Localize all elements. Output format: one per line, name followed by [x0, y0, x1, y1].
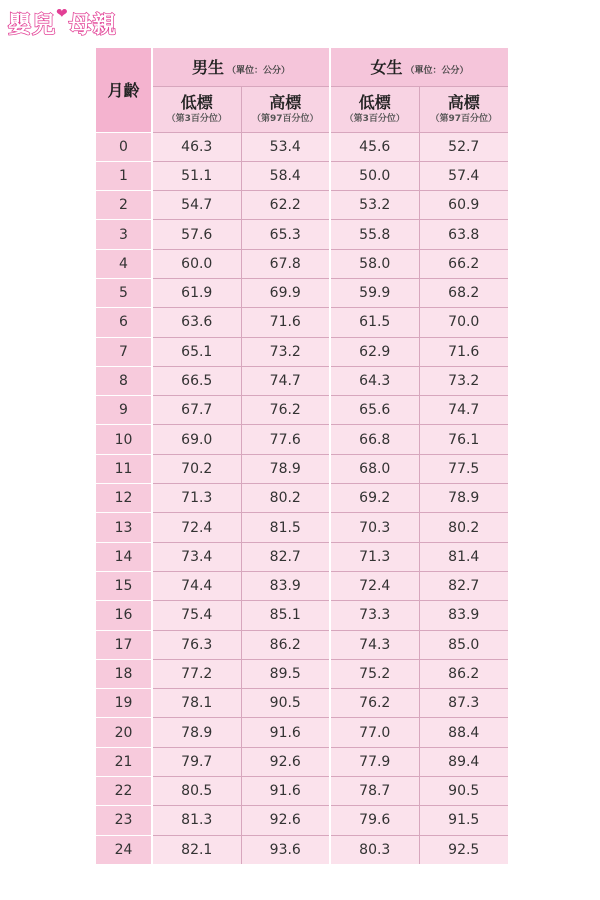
girl-high-cell: 78.9 — [419, 484, 508, 513]
table-row — [96, 630, 508, 659]
girl-high-cell: 76.1 — [419, 425, 508, 454]
girl-high-cell: 85.0 — [419, 630, 508, 659]
boy-low-cell: 60.0 — [152, 249, 241, 278]
girl-high-cell: 68.2 — [419, 278, 508, 307]
boy-low-cell: 57.6 — [152, 220, 241, 249]
table-row — [96, 454, 508, 483]
boys-high-header — [241, 86, 330, 132]
age-cell: 15 — [96, 571, 152, 600]
high-percentile: （第97百分位） — [251, 114, 319, 124]
boy-low-cell: 73.4 — [152, 542, 241, 571]
boy-low-cell: 71.3 — [152, 484, 241, 513]
girl-low-cell: 78.7 — [330, 777, 419, 806]
age-cell: 18 — [96, 659, 152, 688]
table-row — [96, 425, 508, 454]
girl-high-cell: 90.5 — [419, 777, 508, 806]
boys-unit: （單位：公分） — [227, 66, 291, 77]
girl-high-cell: 91.5 — [419, 806, 508, 835]
age-cell: 9 — [96, 396, 152, 425]
girl-low-cell: 59.9 — [330, 278, 419, 307]
girl-high-cell: 80.2 — [419, 513, 508, 542]
girl-low-cell: 66.8 — [330, 425, 419, 454]
girls-unit: （單位：公分） — [405, 66, 469, 77]
girl-high-cell: 70.0 — [419, 308, 508, 337]
girl-low-cell: 53.2 — [330, 191, 419, 220]
boys-label: 男生 — [191, 58, 224, 78]
girl-high-cell: 83.9 — [419, 601, 508, 630]
girl-low-cell: 61.5 — [330, 308, 419, 337]
table-row — [96, 337, 508, 366]
age-cell: 11 — [96, 454, 152, 483]
girl-high-cell: 86.2 — [419, 659, 508, 688]
boy-low-cell: 69.0 — [152, 425, 241, 454]
table-row — [96, 513, 508, 542]
boy-low-cell: 78.9 — [152, 718, 241, 747]
table-row — [96, 132, 508, 161]
girl-high-cell: 88.4 — [419, 718, 508, 747]
girls-group-header — [330, 48, 508, 86]
age-cell: 8 — [96, 366, 152, 395]
boy-low-cell: 81.3 — [152, 806, 241, 835]
table-row — [96, 835, 508, 864]
boy-high-cell: 71.6 — [241, 308, 330, 337]
boy-high-cell: 86.2 — [241, 630, 330, 659]
age-cell: 16 — [96, 601, 152, 630]
girl-low-cell: 70.3 — [330, 513, 419, 542]
age-cell: 2 — [96, 191, 152, 220]
logo-text-tail: 母親 — [68, 12, 117, 38]
boy-high-cell: 53.4 — [241, 132, 330, 161]
brand-logo — [8, 6, 117, 38]
boy-low-cell: 61.9 — [152, 278, 241, 307]
girl-high-cell: 74.7 — [419, 396, 508, 425]
age-cell: 10 — [96, 425, 152, 454]
table-row — [96, 659, 508, 688]
age-header: 月齡 — [96, 48, 152, 132]
girl-high-cell: 73.2 — [419, 366, 508, 395]
boy-low-cell: 75.4 — [152, 601, 241, 630]
girl-low-cell: 79.6 — [330, 806, 419, 835]
girl-low-cell: 64.3 — [330, 366, 419, 395]
boy-low-cell: 78.1 — [152, 689, 241, 718]
boy-high-cell: 78.9 — [241, 454, 330, 483]
girl-low-cell: 58.0 — [330, 249, 419, 278]
girl-low-cell: 71.3 — [330, 542, 419, 571]
boy-high-cell: 62.2 — [241, 191, 330, 220]
age-cell: 6 — [96, 308, 152, 337]
girl-low-cell: 55.8 — [330, 220, 419, 249]
boy-high-cell: 83.9 — [241, 571, 330, 600]
girl-high-cell: 89.4 — [419, 747, 508, 776]
table-row — [96, 571, 508, 600]
boy-high-cell: 91.6 — [241, 777, 330, 806]
girl-low-cell: 75.2 — [330, 659, 419, 688]
boy-high-cell: 65.3 — [241, 220, 330, 249]
age-cell: 0 — [96, 132, 152, 161]
girl-low-cell: 77.0 — [330, 718, 419, 747]
girl-low-cell: 77.9 — [330, 747, 419, 776]
table-row — [96, 542, 508, 571]
age-cell: 7 — [96, 337, 152, 366]
boy-low-cell: 74.4 — [152, 571, 241, 600]
table-row — [96, 191, 508, 220]
girl-low-cell: 50.0 — [330, 161, 419, 190]
age-cell: 14 — [96, 542, 152, 571]
girls-low-header — [330, 86, 419, 132]
boy-low-cell: 80.5 — [152, 777, 241, 806]
age-cell: 23 — [96, 806, 152, 835]
boy-low-cell: 66.5 — [152, 366, 241, 395]
logo-text-main: 嬰兒 — [8, 12, 56, 38]
high-label: 高標 — [447, 93, 480, 112]
girls-label: 女生 — [370, 58, 403, 78]
height-reference-table — [96, 48, 508, 864]
boy-high-cell: 85.1 — [241, 601, 330, 630]
boy-high-cell: 58.4 — [241, 161, 330, 190]
high-label: 高標 — [269, 93, 302, 112]
age-cell: 4 — [96, 249, 152, 278]
age-cell: 20 — [96, 718, 152, 747]
table-row — [96, 747, 508, 776]
boy-low-cell: 77.2 — [152, 659, 241, 688]
age-cell: 24 — [96, 835, 152, 864]
low-percentile: （第3百分位） — [344, 114, 405, 124]
boy-low-cell: 67.7 — [152, 396, 241, 425]
boy-high-cell: 67.8 — [241, 249, 330, 278]
girl-high-cell: 57.4 — [419, 161, 508, 190]
boy-low-cell: 65.1 — [152, 337, 241, 366]
table-row — [96, 806, 508, 835]
age-cell: 22 — [96, 777, 152, 806]
heart-icon: ❤ — [56, 6, 69, 22]
boy-high-cell: 89.5 — [241, 659, 330, 688]
age-cell: 17 — [96, 630, 152, 659]
boy-high-cell: 77.6 — [241, 425, 330, 454]
girl-low-cell: 68.0 — [330, 454, 419, 483]
girl-low-cell: 80.3 — [330, 835, 419, 864]
boy-high-cell: 80.2 — [241, 484, 330, 513]
girl-low-cell: 73.3 — [330, 601, 419, 630]
girl-high-cell: 52.7 — [419, 132, 508, 161]
boy-high-cell: 73.2 — [241, 337, 330, 366]
boy-low-cell: 46.3 — [152, 132, 241, 161]
boy-high-cell: 91.6 — [241, 718, 330, 747]
girl-low-cell: 76.2 — [330, 689, 419, 718]
boy-high-cell: 74.7 — [241, 366, 330, 395]
table-row — [96, 718, 508, 747]
table-row — [96, 601, 508, 630]
age-cell: 19 — [96, 689, 152, 718]
age-cell: 21 — [96, 747, 152, 776]
low-label: 低標 — [180, 93, 213, 112]
boys-group-header — [152, 48, 330, 86]
age-cell: 1 — [96, 161, 152, 190]
girl-low-cell: 62.9 — [330, 337, 419, 366]
high-percentile: （第97百分位） — [430, 114, 498, 124]
table-row — [96, 278, 508, 307]
girls-high-header — [419, 86, 508, 132]
boy-low-cell: 54.7 — [152, 191, 241, 220]
age-cell: 12 — [96, 484, 152, 513]
low-label: 低標 — [358, 93, 391, 112]
girl-high-cell: 66.2 — [419, 249, 508, 278]
table-row — [96, 161, 508, 190]
boy-low-cell: 63.6 — [152, 308, 241, 337]
table-row — [96, 396, 508, 425]
table-row — [96, 220, 508, 249]
table-row — [96, 777, 508, 806]
boy-low-cell: 72.4 — [152, 513, 241, 542]
boy-low-cell: 82.1 — [152, 835, 241, 864]
boy-high-cell: 93.6 — [241, 835, 330, 864]
age-cell: 5 — [96, 278, 152, 307]
girl-low-cell: 45.6 — [330, 132, 419, 161]
boys-low-header — [152, 86, 241, 132]
girl-low-cell: 72.4 — [330, 571, 419, 600]
girl-high-cell: 71.6 — [419, 337, 508, 366]
boy-low-cell: 51.1 — [152, 161, 241, 190]
girl-high-cell: 92.5 — [419, 835, 508, 864]
girl-low-cell: 65.6 — [330, 396, 419, 425]
girl-high-cell: 87.3 — [419, 689, 508, 718]
boy-high-cell: 69.9 — [241, 278, 330, 307]
table-row — [96, 689, 508, 718]
boy-high-cell: 82.7 — [241, 542, 330, 571]
girl-high-cell: 60.9 — [419, 191, 508, 220]
boy-high-cell: 90.5 — [241, 689, 330, 718]
girl-low-cell: 74.3 — [330, 630, 419, 659]
boy-low-cell: 70.2 — [152, 454, 241, 483]
table-row — [96, 308, 508, 337]
boy-high-cell: 92.6 — [241, 747, 330, 776]
low-percentile: （第3百分位） — [166, 114, 227, 124]
boy-high-cell: 76.2 — [241, 396, 330, 425]
boy-low-cell: 79.7 — [152, 747, 241, 776]
girl-high-cell: 82.7 — [419, 571, 508, 600]
boy-high-cell: 81.5 — [241, 513, 330, 542]
boy-high-cell: 92.6 — [241, 806, 330, 835]
girl-high-cell: 63.8 — [419, 220, 508, 249]
age-cell: 13 — [96, 513, 152, 542]
girl-high-cell: 77.5 — [419, 454, 508, 483]
girl-low-cell: 69.2 — [330, 484, 419, 513]
age-cell: 3 — [96, 220, 152, 249]
table-row — [96, 484, 508, 513]
table-row — [96, 366, 508, 395]
girl-high-cell: 81.4 — [419, 542, 508, 571]
boy-low-cell: 76.3 — [152, 630, 241, 659]
table-row — [96, 249, 508, 278]
